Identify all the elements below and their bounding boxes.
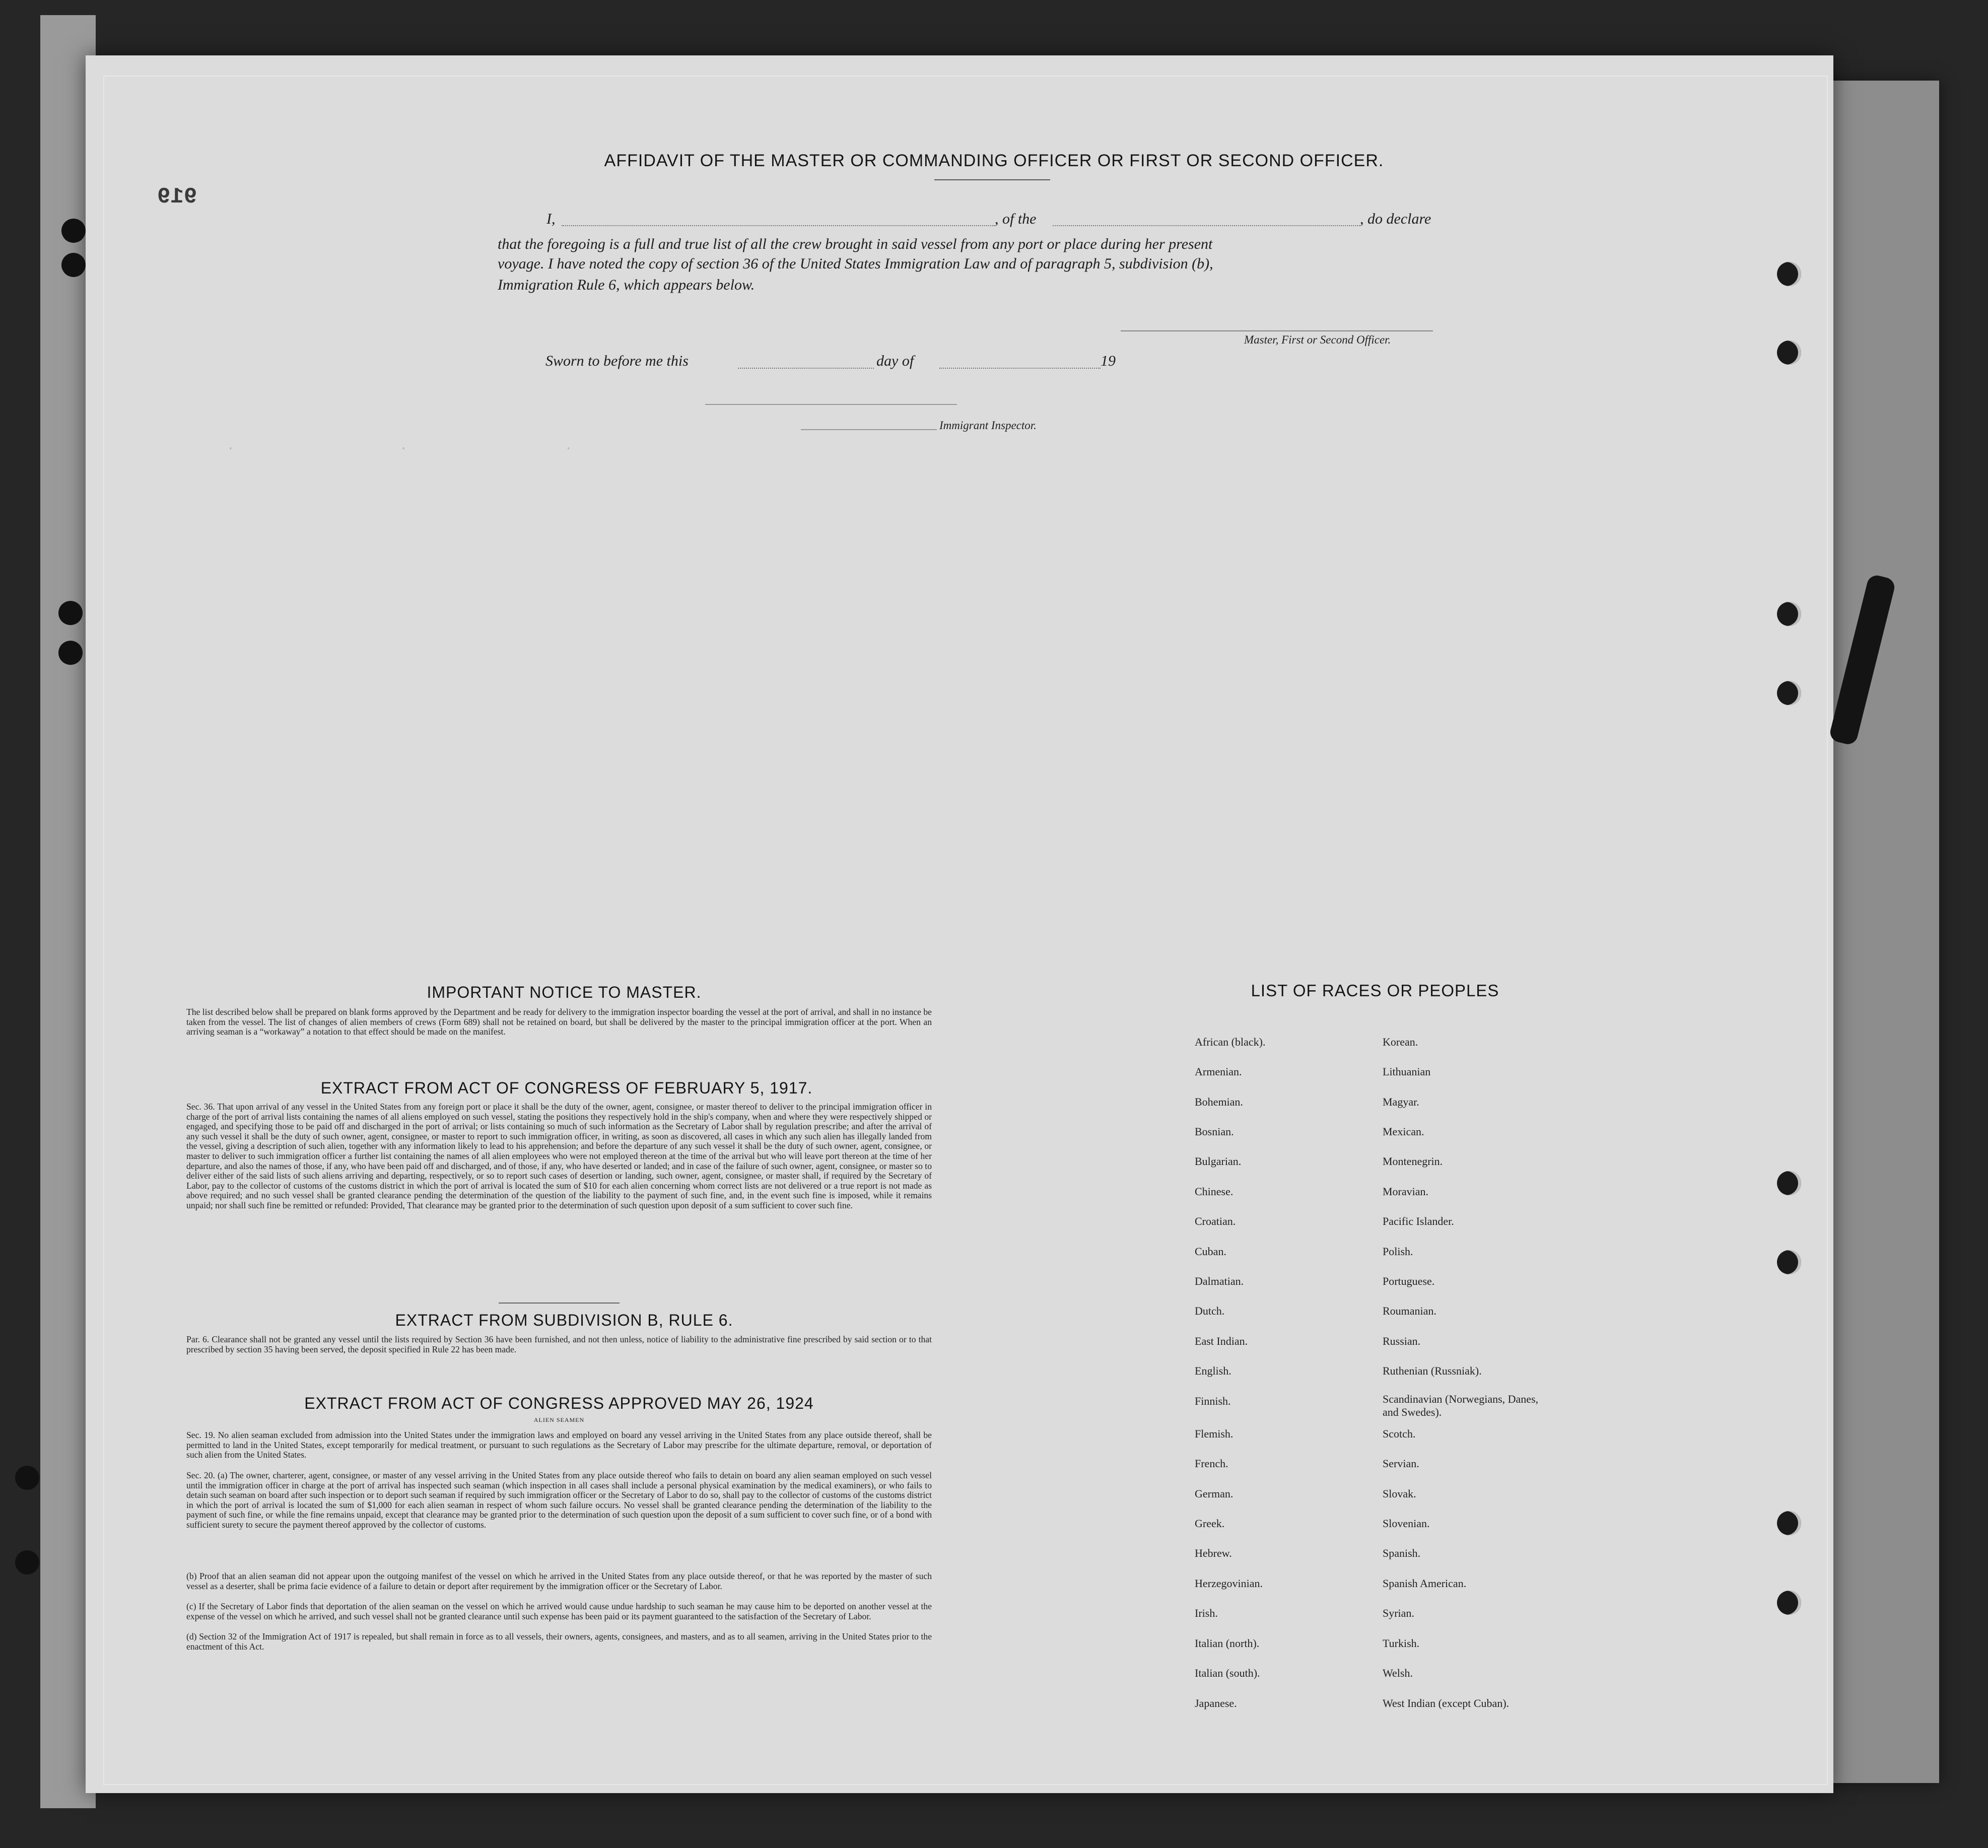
race-right-item: Montenegrin. <box>1383 1155 1443 1168</box>
race-right-item: Roumanian. <box>1383 1305 1436 1317</box>
punch-hole-icon <box>15 1466 39 1490</box>
race-left-item: Flemish. <box>1195 1427 1233 1440</box>
race-left-item: Bosnian. <box>1195 1125 1234 1138</box>
race-right-item: Slovak. <box>1383 1487 1416 1500</box>
punch-hole-icon <box>58 601 83 625</box>
race-left-item: Herzegovinian. <box>1195 1577 1263 1590</box>
races-title: LIST OF RACES OR PEOPLES <box>1251 981 1499 1000</box>
race-right-item: Moravian. <box>1383 1185 1429 1198</box>
race-left-item: Japanese. <box>1195 1697 1237 1709</box>
section-divider <box>499 1303 620 1304</box>
race-left-item: French. <box>1195 1457 1228 1470</box>
race-right-item: Welsh. <box>1383 1667 1413 1679</box>
act-1924-sec19: Sec. 19. No alien seaman excluded from admission into the United States under the immigration laws and employed on board any vessel arriving in the United States from any place outside thereof, shall be permitted to land in the United States, except temporarily for medical treatment, or pursuant to such regulations as the Secretary of Labor may prescribe for the ultimate departure, removal, or deportation of such alien from the United States. <box>186 1430 932 1460</box>
race-left-item: Croatian. <box>1195 1215 1236 1227</box>
race-left-item: Italian (south). <box>1195 1667 1260 1679</box>
inspector-signature-field[interactable] <box>705 404 957 405</box>
race-right-item: Slovenian. <box>1383 1517 1430 1530</box>
race-left-item: Finnish. <box>1195 1395 1231 1407</box>
act-1917-body: Sec. 36. That upon arrival of any vessel in the United States from any foreign port or place it shall be the duty of the owner, agent, consignee, or master thereof to deliver to the principal immigration officer in charge of the port of arrival lists containing the names of all aliens employed on such vessel, stating the positions they respectively hold in the ship's company, when and where they were respectively shipped or engaged, and specifying those to be paid off and discharged in the port of arrival; or lists containing so much of such information as the Secretary of Labor shall by regulation prescribe; and after the arrival of any such vessel it shall be the duty of such owner, agent, consignee, or master to report to such immigration officer, in writing, as soon as discovered, all cases in which any such alien has illegally landed from the vessel, giving a description of such alien, together with any information likely to lead to his apprehension; and before the departure of any such vessel it shall be the duty of such owner, agent, consignee, or master to deliver to such immigration officer a further list containing the names of all alien employees who were not employed thereon at the time of the arrival but who will leave port thereon at the time of her departure, and also the names of those, if any, who have been paid off and discharged, and of those, if any, who have deserted or landed; and in case of the failure of such owner, agent, consignee, or master so to deliver either of the said lists of such aliens arriving and departing, respectively, or so to report such cases of desertion or landing, such owner, agent, consignee, or master shall, if required by the Secretary of Labor, pay to the collector of customs of the customs district in which the port of arrival is located the sum of $10 for each alien concerning whom correct lists are not delivered or a true report is not made as above required; and no such vessel shall be granted clearance pending the determination of the question of the liability to the payment of such fine, and, in the event such fine is imposed, while it remains unpaid; nor shall such fine be remitted or refunded: Provided, That clearance may be granted prior to the determination of such question upon deposit of a sum sufficient to cover such fine. <box>186 1102 932 1210</box>
punch-hole-icon <box>15 1550 39 1575</box>
affidavit-do-declare: , do declare <box>1360 211 1431 227</box>
race-right-item: Pacific Islander. <box>1383 1215 1454 1227</box>
punch-hole-icon <box>61 253 86 277</box>
punch-hole-icon <box>1777 602 1801 626</box>
sworn-day-field[interactable] <box>738 368 874 369</box>
race-right-item: Russian. <box>1383 1335 1421 1347</box>
act-1924-sec20d: (d) Section 32 of the Immigration Act of 1917 is repealed, but shall remain in force as to all vessels, their owners, agents, consignees, and masters, and as to all seamen, arriving in the United States prior to the enactment of this Act. <box>186 1631 932 1652</box>
act-1924-title: EXTRACT FROM ACT OF CONGRESS APPROVED MAY 26, 1924 <box>304 1394 814 1412</box>
race-right-item: Ruthenian (Russniak). <box>1383 1364 1482 1377</box>
act-1924-sec20a: Sec. 20. (a) The owner, charterer, agent, consignee, or master of any vessel arriving in the United States from any place outside thereof who fails to detain on board any alien seaman employed on such vessel until the immigration officer in charge at the port of arrival has inspected such seaman (which inspection in all cases shall include a personal physical examination by the medical examiners), or who fails to detain such seaman on board after such inspection or to deport such seaman if required by such immigration officer or the Secretary of Labor to do so, shall pay to the collector of customs of the customs district in which the port of arrival is located the sum of $1,000 for each alien seaman in respect of whom such failure occurs. No vessel shall be granted clearance pending the determination of the liability to the payment of such fine, or while the fine remains unpaid, except that clearance may be granted prior to the determination of such question upon the deposit of a sum sufficient to cover such fine, or of a bond with sufficient surety to secure the payment thereof approved by the collector of customs. <box>186 1470 932 1530</box>
race-left-item: English. <box>1195 1364 1231 1377</box>
punch-hole-icon <box>1777 681 1801 705</box>
race-right-item: Syrian. <box>1383 1607 1414 1619</box>
punch-hole-icon <box>1777 1250 1801 1274</box>
race-left-item: German. <box>1195 1487 1233 1500</box>
punch-hole-icon <box>1777 1171 1801 1195</box>
race-right-item: Portuguese. <box>1383 1275 1435 1287</box>
punch-hole-icon <box>1777 262 1801 286</box>
subdivision-b-title: EXTRACT FROM SUBDIVISION B, RULE 6. <box>395 1311 733 1329</box>
act-1924-sec20b: (b) Proof that an alien seaman did not appear upon the outgoing manifest of the vessel on which he arrived in the United States from any place outside thereof, or that he was reported by the master of such vessel as a deserter, shall be prima facie evidence of a failure to detain or deport after requirement by the immigration officer or the Secretary of Labor. <box>186 1571 932 1591</box>
stamp-number: 919 <box>157 184 197 210</box>
race-left-item: African (black). <box>1195 1036 1266 1048</box>
race-right-item: Mexican. <box>1383 1125 1424 1138</box>
sworn-label: Sworn to before me this <box>545 353 689 369</box>
race-right-item: Turkish. <box>1383 1637 1420 1650</box>
race-left-item: Irish. <box>1195 1607 1218 1619</box>
affidavit-declarant-prefix: I, <box>546 211 556 227</box>
affidavit-title: AFFIDAVIT OF THE MASTER OR COMMANDING OFFICER OR FIRST OR SECOND OFFICER. <box>604 151 1384 170</box>
punch-hole-icon <box>61 219 86 243</box>
race-left-item: Dalmatian. <box>1195 1275 1244 1287</box>
race-left-item: Dutch. <box>1195 1305 1225 1317</box>
punch-hole-icon <box>1777 1591 1801 1615</box>
race-right-item: Spanish. <box>1383 1547 1421 1559</box>
affidavit-line-4: Immigration Rule 6, which appears below. <box>498 277 755 293</box>
affidavit-line-3: voyage. I have noted the copy of section 36 of the United States Immigration Law and of paragraph 5, subdivision (b), <box>498 255 1213 272</box>
race-right-item: Magyar. <box>1383 1096 1419 1108</box>
year-label: 19 <box>1101 353 1116 369</box>
race-left-item: Italian (north). <box>1195 1637 1260 1650</box>
act-1924-subtitle: ALIEN SEAMEN <box>533 1416 585 1423</box>
punch-hole-icon <box>1777 340 1801 365</box>
race-left-item: Greek. <box>1195 1517 1225 1530</box>
notice-title: IMPORTANT NOTICE TO MASTER. <box>427 983 702 1001</box>
inspector-caption: Immigrant Inspector. <box>939 419 1037 432</box>
subdivision-b-body: Par. 6. Clearance shall not be granted any vessel until the lists required by Section 36 have been furnished, and not then unless, notice of liability to the administrative fine prescribed by said section or to that prescribed by section 35 having been served, the deposit specified in Rule 22 has been made. <box>186 1334 932 1354</box>
sworn-month-field[interactable] <box>939 368 1101 369</box>
race-left-item: East Indian. <box>1195 1335 1248 1347</box>
race-right-item: Scandinavian (Norwegians, Danes, and Swedes). <box>1383 1393 1539 1418</box>
race-left-item: Chinese. <box>1195 1185 1233 1198</box>
act-1924-sec20c: (c) If the Secretary of Labor finds that deportation of the alien seaman on the vessel on which he arrived would cause undue hardship to such seaman he may cause him to be deported on another vessel at the expense of the vessel on which he arrived, and such vessel shall not be granted clearance until such expense has been paid or its payment guaranteed to the satisfaction of the Secretary of Labor. <box>186 1601 932 1621</box>
race-right-item: Polish. <box>1383 1245 1413 1258</box>
race-right-item: Scotch. <box>1383 1427 1416 1440</box>
punch-hole-icon <box>1777 1511 1801 1535</box>
race-right-item: Spanish American. <box>1383 1577 1467 1590</box>
bleed-through-text: . . . <box>227 438 573 453</box>
title-underline <box>934 179 1050 180</box>
affidavit-line-2: that the foregoing is a full and true list of all the crew brought in said vessel from any port or place during her present <box>498 236 1213 252</box>
act-1917-title: EXTRACT FROM ACT OF CONGRESS OF FEBRUARY 5, 1917. <box>320 1079 813 1097</box>
race-right-item: Korean. <box>1383 1036 1418 1048</box>
officer-signature-field[interactable] <box>1121 330 1433 331</box>
race-left-item: Hebrew. <box>1195 1547 1232 1559</box>
vessel-name-field[interactable] <box>1053 225 1360 226</box>
affidavit-of-the: , of the <box>995 211 1037 227</box>
inspector-signature-field-2[interactable] <box>801 429 937 430</box>
race-left-item: Cuban. <box>1195 1245 1226 1258</box>
document-page <box>86 55 1833 1793</box>
race-left-item: Armenian. <box>1195 1065 1242 1078</box>
declarant-name-field[interactable] <box>562 225 995 226</box>
notice-body: The list described below shall be prepared on blank forms approved by the Department and be ready for delivery to the immigration inspector boarding the vessel at the port of arrival, and shall in no instance be taken from the vessel. The list of changes of alien members of crews (Form 689) shall not be retained on board, but shall be delivered by the master to the principal immigration officer at the port. When an arriving seaman is a “workaway” a notation to that effect should be made on the manifest. <box>186 1007 932 1037</box>
race-right-item: West Indian (except Cuban). <box>1383 1697 1510 1709</box>
day-of-label: day of <box>876 353 914 369</box>
race-right-item: Lithuanian <box>1383 1065 1431 1078</box>
race-left-item: Bohemian. <box>1195 1096 1243 1108</box>
punch-hole-icon <box>58 641 83 665</box>
race-left-item: Bulgarian. <box>1195 1155 1242 1168</box>
officer-caption: Master, First or Second Officer. <box>1244 333 1391 346</box>
race-right-item: Servian. <box>1383 1457 1419 1470</box>
